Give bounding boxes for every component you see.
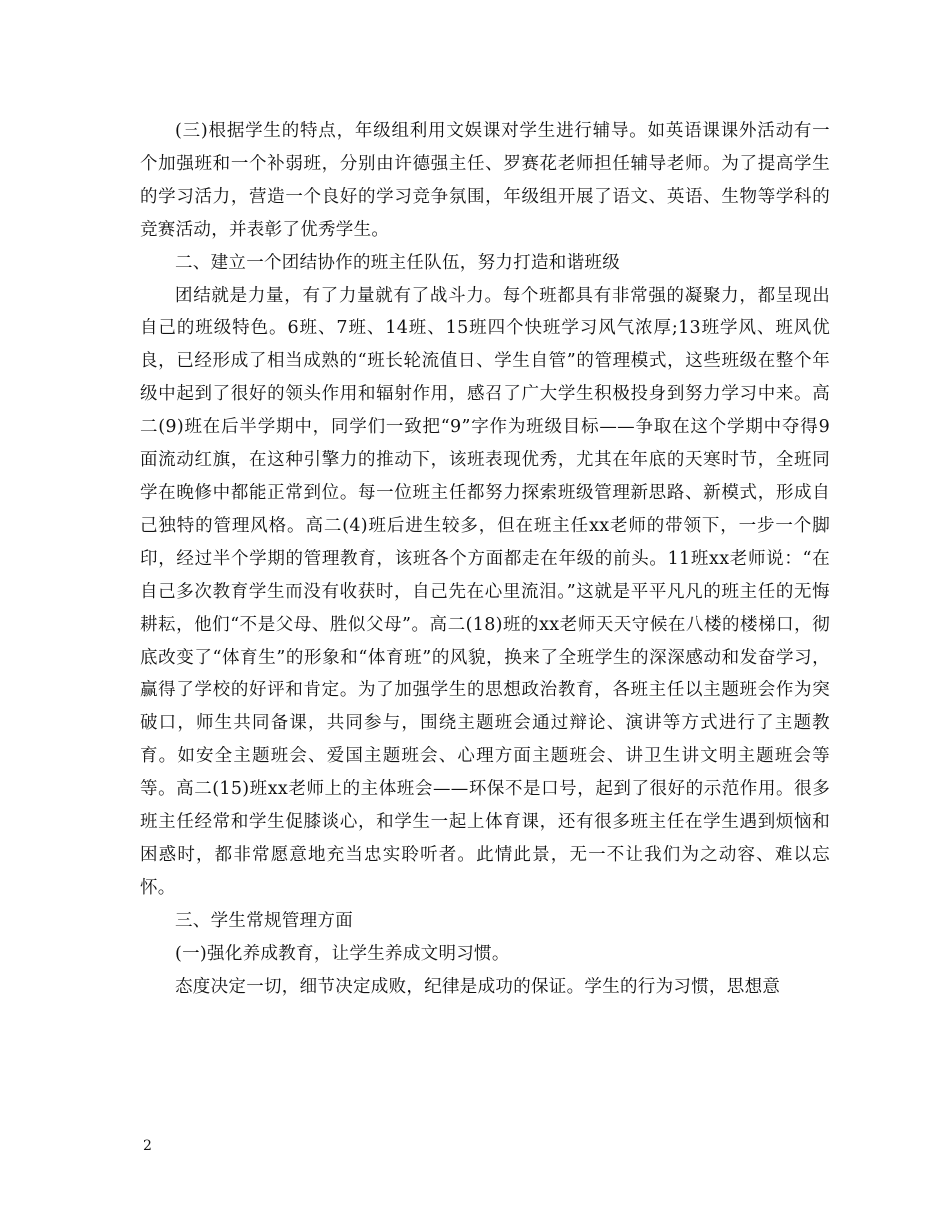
paragraph-attitude: 态度决定一切，细节决定成败，纪律是成功的保证。学生的行为习惯，思想意 xyxy=(175,976,781,997)
section-heading-two: 二、建立一个团结协作的班主任队伍，努力打造和谐班级 xyxy=(175,252,620,273)
subsection-heading-one: (一)强化养成教育，让学生养成文明习惯。 xyxy=(175,943,510,964)
paragraph-class-teachers: 团结就是力量，有了力量就有了战斗力。每个班都具有非常强的凝聚力，都呈现出自己的班级特色。6班、7班、14班、15班四个快班学习风气浓厚;13班学风、班风优良，已经形成了相当成熟的“班长轮流值日、学生自管”的管理模式，这些班级在整个年级中起到了很好的领头作用和辐射作用，感召了广大学生积极投身到努力学习中来。高二(9)班在后半学期中，同学们一致把“9”字作为班级目标——争取在这个学期中夺得9面流动红旗，在这种引擎力的推动下，该班表现优秀，尤其在年底的天寒时节，全班同学在晚修中都能正常到位。每一位班主任都努力探索班级管理新思路、新模式，形成自己独特的管理风格。高二(4)班后进生较多，但在班主任xx老师的带领下，一步一个脚印，经过半个学期的管理教育，该班各个方面都走在年级的前头。11班xx老师说：“在自己多次教育学生而没有收获时，自己先在心里流泪。”这就是平平凡凡的班主任的无悔耕耘，他们“不是父母、胜似父母”。高二(18)班的xx老师天天守候在八楼的楼梯口，彻底改变了“体育生”的形象和“体育班”的风貌，换来了全班学生的深深感动和发奋学习，赢得了学校的好评和肯定。为了加强学生的思想政治教育，各班主任以主题班会作为突破口，师生共同备课，共同参与，围绕主题班会通过辩论、演讲等方式进行了主题教育。如安全主题班会、爱国主题班会、心理方面主题班会、讲卫生讲文明主题班会等等。高二(15)班xx老师上的主体班会——环保不是口号，起到了很好的示范作用。很多班主任经常和学生促膝谈心，和学生一起上体育课，还有很多班主任在学生遇到烦恼和困惑时，都非常愿意地充当忠实聆听者。此情此景，无一不让我们为之动容、难以忘怀。 xyxy=(140,285,830,898)
section-heading-three: 三、学生常规管理方面 xyxy=(175,910,353,931)
page-number: 2 xyxy=(143,1138,152,1154)
paragraph-tutoring: (三)根据学生的特点，年级组利用文娱课对学生进行辅导。如英语课课外活动有一个加强班和一个补弱班，分别由许德强主任、罗赛花老师担任辅导老师。为了提高学生的学习活力，营造一个良好的学习竞争氛围，年级组开展了语文、英语、生物等学科的竞赛活动，并表彰了优秀学生。 xyxy=(140,121,830,240)
document-body xyxy=(140,115,830,1003)
